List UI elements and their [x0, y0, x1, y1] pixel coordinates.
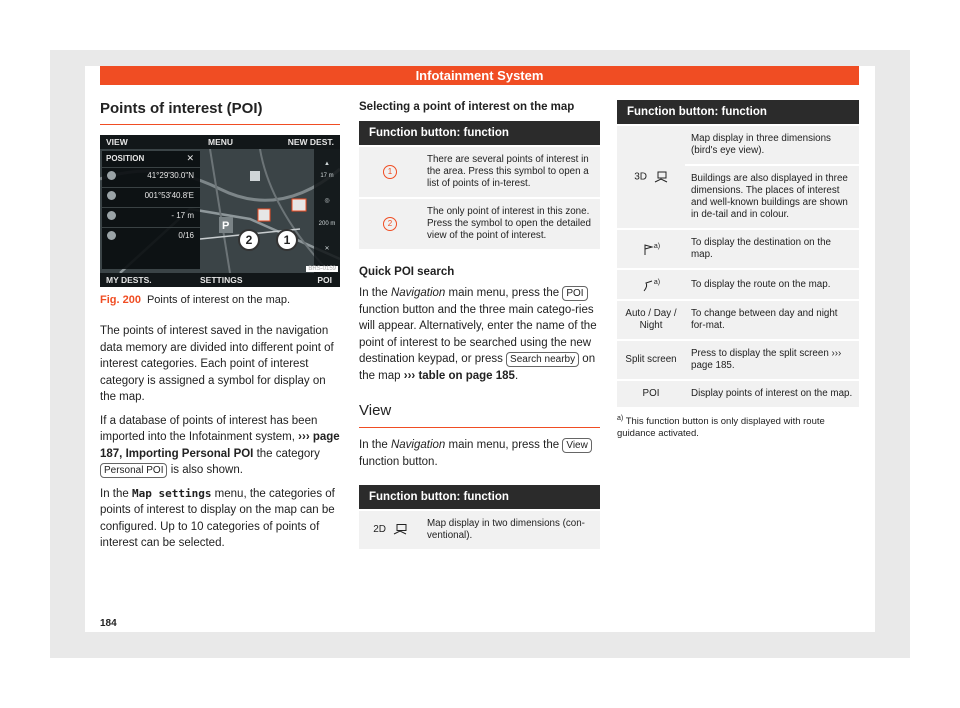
table-row: $^{a)}$ To display the destination on the map.: [617, 229, 859, 269]
panel-row: 41°29'30.0"N: [102, 167, 200, 184]
paragraph: In the Navigation main menu, press the View function button.: [359, 437, 600, 470]
table-cell: Buildings are also displayed in three dimensions. The places of interest and well-known buildings are shown in de-tail and in colour.: [685, 165, 859, 229]
callout-1: 1: [276, 229, 298, 251]
position-panel: [102, 151, 200, 269]
function-table-view: [359, 485, 600, 549]
subsection-title: Selecting a point of interest on the map: [359, 101, 575, 113]
column-middle: [359, 100, 600, 549]
my-dests-button[interactable]: MY DESTS.: [106, 275, 152, 285]
search-nearby-button-label: Search nearby: [506, 352, 579, 367]
svg-text:P: P: [222, 220, 230, 232]
settings-button[interactable]: SETTINGS: [200, 275, 243, 285]
zoom-icon[interactable]: ◎: [324, 198, 330, 204]
section-title: Points of interest (POI): [100, 100, 340, 125]
screen-top-bar: [100, 135, 340, 149]
subsection-title: Quick POI search: [359, 266, 455, 278]
page-link[interactable]: ››› page 187, Importing Personal POI: [100, 431, 340, 460]
caption-text: Points of interest on the map.: [146, 294, 291, 306]
section-header: Infotainment System: [100, 66, 859, 85]
map-3d-icon: [654, 171, 668, 183]
callout-2: 2: [238, 229, 260, 251]
column-right: [617, 100, 859, 440]
map-2d-icon: [393, 524, 407, 535]
table-row: [617, 380, 859, 407]
table-row: [359, 146, 600, 198]
figure-number: Fig. 200: [100, 294, 141, 306]
table-row: [617, 300, 859, 340]
function-table-poi: [359, 121, 600, 249]
map-controls: [314, 149, 340, 273]
table-key: Auto / Day / Night: [617, 300, 685, 340]
section-heading-view: View: [359, 401, 600, 428]
personal-poi-button-label: Personal POI: [100, 463, 167, 478]
poi-marker: [250, 171, 260, 181]
table-cell: To display the destination on the map.: [685, 229, 859, 269]
table-header: Function button: function: [359, 485, 600, 510]
table-key: Split screen: [617, 340, 685, 380]
new-dest-button[interactable]: NEW DEST.: [287, 137, 334, 147]
poi-marker: [258, 209, 270, 221]
paragraph: The points of interest saved in the navigation data memory are divided into different point of interest categories. Each point of interest category is assigned a symbol for display on the map.: [100, 325, 334, 403]
table-row: 2D Map display in two dimensions (con-ventional).: [359, 510, 600, 549]
panel-row: - 17 m: [102, 207, 200, 224]
table-cell: To change between day and night for-mat.: [685, 300, 859, 340]
footnote: $^{a)}$ This function button is only displayed with route guidance activated.: [617, 415, 825, 440]
map-settings-label: Map settings: [131, 486, 212, 500]
panel-row: 001°53'40.8'E: [102, 187, 200, 204]
navigation-screen-figure: [100, 135, 340, 287]
callout-marker: 1: [383, 165, 397, 179]
callout-marker: 2: [383, 217, 397, 231]
destination-flag-icon: [642, 244, 654, 256]
table-cell: Display points of interest on the map.: [685, 380, 859, 407]
compass-icon[interactable]: ▲: [324, 161, 330, 167]
table-header: Function button: function: [617, 100, 859, 125]
close-icon[interactable]: ✕: [186, 153, 194, 163]
mute-icon[interactable]: ✕: [324, 246, 330, 252]
table-cell: To display the route on the map.: [685, 269, 859, 300]
view-button[interactable]: VIEW: [106, 137, 128, 147]
longitude-icon: [107, 191, 116, 200]
poi-button-label: POI: [562, 286, 587, 301]
figure-code: BRS-0159: [308, 266, 336, 272]
menu-button[interactable]: MENU: [208, 137, 234, 147]
route-icon: [642, 280, 654, 292]
table-cell: The only point of interest in this zone. Press the symbol to open the detailed view of the point of interest.: [421, 198, 600, 249]
table-cell: Press to display the split screen ››› page 185.: [685, 340, 859, 380]
page-link[interactable]: ››› table on page 185: [403, 369, 515, 382]
latitude-icon: [107, 171, 116, 180]
paragraph: If a database of points of interest has been imported into the Infotainment system, ››› page 187, Importing Personal POI the category Personal POI is also shown.: [100, 414, 340, 476]
gps-icon: [107, 231, 116, 240]
panel-row: 0/16: [102, 227, 200, 244]
poi-marker: [292, 199, 306, 211]
altitude-icon: [107, 211, 116, 220]
table-header: Function button: function: [359, 121, 600, 146]
page-number: 184: [100, 618, 117, 629]
scale-label: 200 m: [318, 221, 336, 227]
table-row: [617, 340, 859, 380]
table-cell: Map display in two dimensions (con-ventional).: [421, 510, 600, 549]
figure-caption: [100, 294, 340, 307]
table-row: 3D Map display in three dimensions (bird's eye view).: [617, 125, 859, 165]
table-key: POI: [617, 380, 685, 407]
view-button-label: View: [562, 438, 592, 453]
scale-label: 17 m: [320, 173, 334, 179]
function-table-display: [617, 100, 859, 407]
table-cell: Map display in three dimensions (bird's eye view).: [685, 125, 859, 165]
paragraph: In the Navigation main menu, press the POI function button and the three main catego-ries will appear. Alternatively, enter the name of the point of interest to be searched using the new destination keypad, or press Search nearby on the map ››› table on page 185.: [359, 287, 597, 382]
table-row: $^{a)}$ To display the route on the map.: [617, 269, 859, 300]
table-cell: There are several points of interest in the area. Press this symbol to open a list of points of in-terest.: [421, 146, 600, 198]
screen-bottom-bar: [100, 273, 340, 287]
table-row: [359, 198, 600, 249]
column-left: [100, 100, 340, 559]
panel-title: POSITION: [106, 154, 145, 163]
poi-button[interactable]: POI: [317, 275, 332, 285]
paragraph: In the Map settings menu, the categories of points of interest to display on the map can be configured. Up to 10 categories of points of interest can be selected.: [100, 486, 335, 549]
